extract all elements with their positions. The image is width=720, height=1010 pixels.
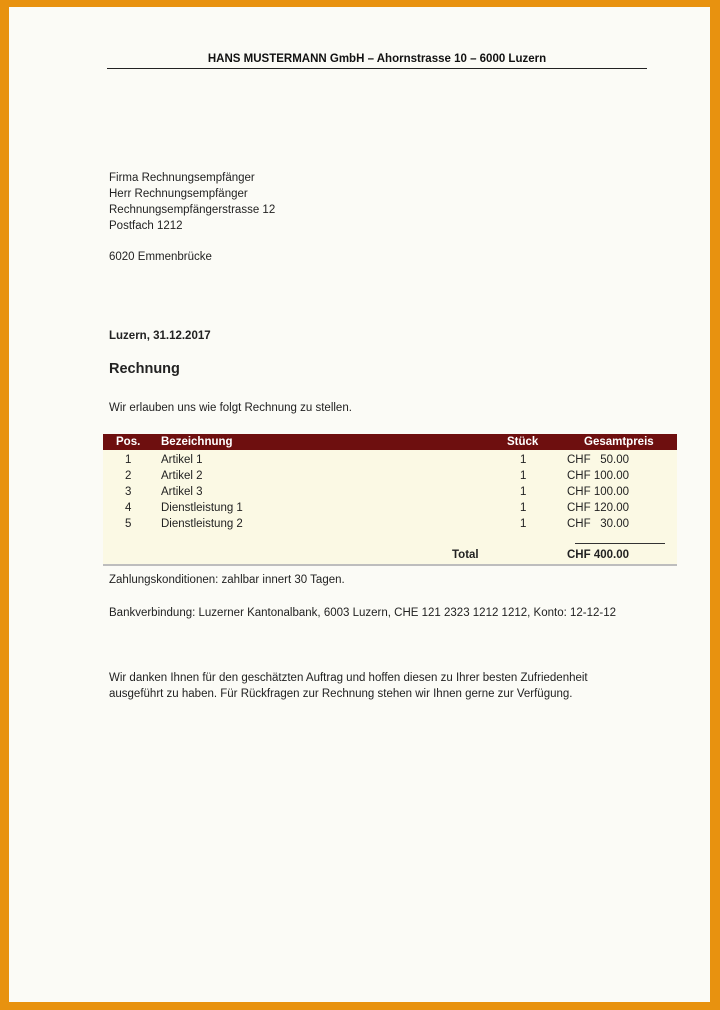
row-pos: 5 bbox=[125, 518, 132, 530]
table-row bbox=[103, 452, 677, 468]
recipient-address bbox=[109, 170, 275, 234]
total-value: CHF 400.00 bbox=[567, 549, 630, 561]
sum-rule bbox=[575, 543, 665, 544]
invoice-table bbox=[103, 434, 677, 566]
intro-text: Wir erlauben uns wie folgt Rechnung zu stellen. bbox=[109, 402, 352, 414]
document-title: Rechnung bbox=[109, 361, 180, 377]
table-row bbox=[103, 468, 677, 484]
payment-terms: Zahlungskonditionen: zahlbar innert 30 Tagen. bbox=[109, 574, 345, 586]
closing-line: Wir danken Ihnen für den geschätzten Auftrag und hoffen diesen zu Ihrer besten Zufriedenheit bbox=[109, 672, 588, 684]
row-total: CHF 100.00 bbox=[567, 470, 630, 482]
row-total: CHF 120.00 bbox=[567, 502, 630, 514]
row-total: CHF 30.00 bbox=[567, 518, 629, 530]
row-description: Artikel 1 bbox=[161, 454, 203, 466]
date-line: Luzern, 31.12.2017 bbox=[109, 330, 211, 342]
row-pos: 1 bbox=[125, 454, 132, 466]
recipient-line: Firma Rechnungsempfänger bbox=[109, 172, 255, 184]
row-description: Artikel 3 bbox=[161, 486, 203, 498]
row-total: CHF 50.00 bbox=[567, 454, 629, 466]
closing-line: ausgeführt zu haben. Für Rückfragen zur Rechnung stehen wir Ihnen gerne zur Verfügung. bbox=[109, 688, 573, 700]
col-total: Gesamtpreis bbox=[584, 436, 654, 448]
table-row bbox=[103, 484, 677, 500]
row-description: Dienstleistung 1 bbox=[161, 502, 243, 514]
recipient-city: 6020 Emmenbrücke bbox=[109, 251, 212, 263]
row-quantity: 1 bbox=[520, 454, 527, 466]
total-label: Total bbox=[452, 549, 479, 561]
recipient-line: Rechnungsempfängerstrasse 12 bbox=[109, 204, 276, 216]
col-description: Bezeichnung bbox=[161, 436, 233, 448]
row-quantity: 1 bbox=[520, 470, 527, 482]
col-quantity: Stück bbox=[507, 436, 539, 448]
row-pos: 2 bbox=[125, 470, 132, 482]
invoice-page bbox=[9, 7, 710, 1002]
table-header bbox=[103, 434, 677, 450]
recipient-line: Postfach 1212 bbox=[109, 220, 183, 232]
recipient-line: Herr Rechnungsempfänger bbox=[109, 188, 248, 200]
row-quantity: 1 bbox=[520, 502, 527, 514]
row-quantity: 1 bbox=[520, 486, 527, 498]
row-total: CHF 100.00 bbox=[567, 486, 630, 498]
row-description: Dienstleistung 2 bbox=[161, 518, 243, 530]
row-description: Artikel 2 bbox=[161, 470, 203, 482]
bank-details: Bankverbindung: Luzerner Kantonalbank, 6003 Luzern, CHE 121 2323 1212 1212, Konto: 12-12-12 bbox=[109, 607, 617, 619]
col-pos: Pos. bbox=[116, 436, 141, 448]
row-quantity: 1 bbox=[520, 518, 527, 530]
table-row bbox=[103, 516, 677, 532]
row-pos: 4 bbox=[125, 502, 132, 514]
row-pos: 3 bbox=[125, 486, 132, 498]
table-row bbox=[103, 500, 677, 516]
company-header: HANS MUSTERMANN GmbH – Ahornstrasse 10 – 6000 Luzern bbox=[107, 53, 647, 69]
